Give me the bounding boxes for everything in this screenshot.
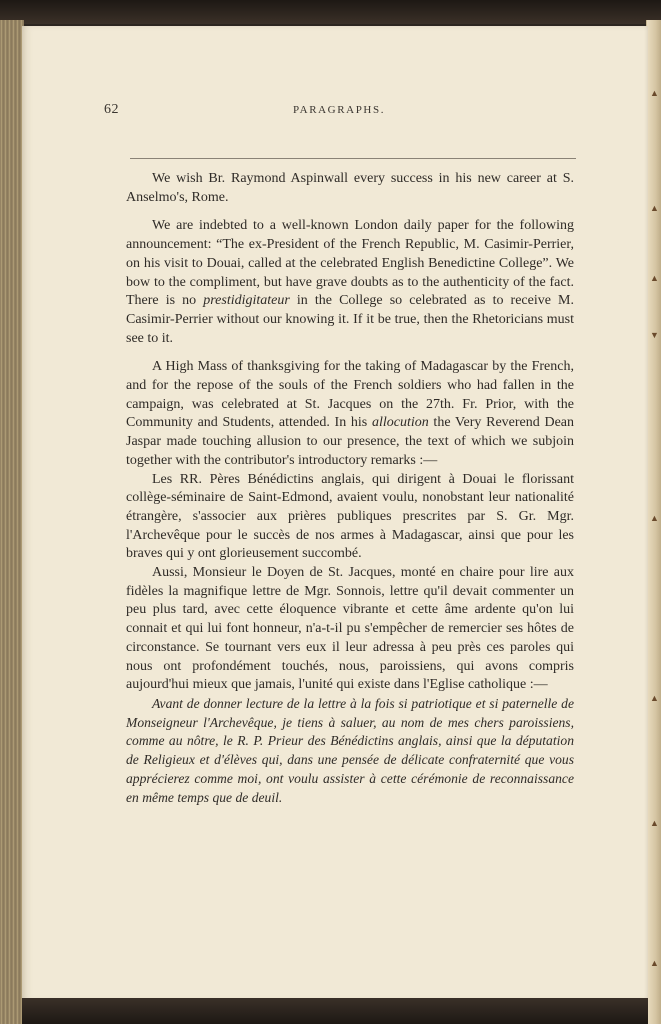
running-head: PARAGRAPHS. [292,104,386,116]
book-page-edges [646,20,661,1024]
book-top-edge [0,0,661,24]
book-spine [0,20,24,1024]
paragraph-quoted-address: Avant de donner lecture de la lettre à la fois si patriotique et si paternelle de Monseigneur l'Archevêque, je tiens à saluer, au nom de mes chers paroissiens, comme au nôtre, le R. P. Prieur des Bénédictins anglais, ainsi que la députation de Religieux et d'élèves qui, dans une pensée de délicate confraternité que vous apprécierez comme moi, ont voulu assister à cette cérémonie de reconnaissance en même temps que de deuil. [126,695,574,805]
italic-term: prestidigitateur [203,293,290,309]
edge-tab-icon: ▲ [650,273,659,283]
page-header [104,102,574,122]
paragraph-text: We are indebted to a well-known London daily paper for the following announcement: “The ex-President of the French Republic, M. Casimir-Perrier, on his visit to Douai, called at the celebrated English Benedictine College”. We bow to the compliment, but have grave doubts as to the authenticity of the fact. There is no [126,218,574,309]
paragraph-high-mass [126,358,574,470]
paragraph-text: A High Mass of thanksgiving for the taking of Madagascar by the French, and for the repose of the souls of the French soldiers who had fallen in the campaign, was celebrated at St. Jacques on the 27th. Fr. Prior, with the Community and Students, attended. In his [126,359,574,431]
book-bottom-edge [22,998,648,1024]
paragraph-doyen: Aussi, Monsieur le Doyen de St. Jacques, monté en chaire pour lire aux fidèles la magnifique lettre de Mgr. Sonnois, lettre qu'il devait commenter un peu plus tard, avec cette éloquence vibrante et cette âme ardente qu'on lui connait et qui lui font honneur, n'a-t-il pu s'empêcher de remercier ses hôtes de circonstance. Se tournant vers eux il leur adressa à peu près ces paroles qui nous ont profondément touchés, nous, paroissiens, qui avons compris aujourd'hui mieux que jamais, l'unité qui existe dans l'Eglise catholique :— [126,565,574,693]
edge-tab-icon: ▲ [650,818,659,828]
paragraph-text: in the College so celebrated as to receive M. Casimir-Perrier without our knowing it. If it be true, then the Rhetoricians must see to it. [126,293,574,346]
paragraph-text: the Very Reverend Dean Jaspar made touching allusion to our presence, the text of which we subjoin together with the contributor's introductory remarks :— [126,415,574,468]
paragraph-aspinwall: We wish Br. Raymond Aspinwall every success in his new career at S. Anselmo's, Rome. [126,171,574,205]
page-number: 62 [104,102,119,117]
edge-tab-icon: ▲ [650,88,659,98]
edge-tab-icon: ▲ [650,203,659,213]
paragraph-french-intro: Les RR. Pères Bénédictins anglais, qui dirigent à Douai le florissant collège-séminaire de Saint-Edmond, avaient voulu, nonobstant leur nationalité étrangère, s'associer aux prières publiques prescrites par S. Gr. Mgr. l'Archevêque pour le succès de nos armes à Madagascar, ainsi que pour les braves qui y ont glorieusement succombé. [126,471,574,562]
edge-tab-icon: ▲ [650,513,659,523]
edge-tab-icon: ▼ [650,330,659,340]
header-rule [130,158,576,159]
edge-tab-icon: ▲ [650,693,659,703]
edge-tab-icon: ▲ [650,958,659,968]
paragraph-casimir-perrier [126,217,574,348]
body-text [126,170,574,807]
italic-term: allocution [371,415,429,431]
